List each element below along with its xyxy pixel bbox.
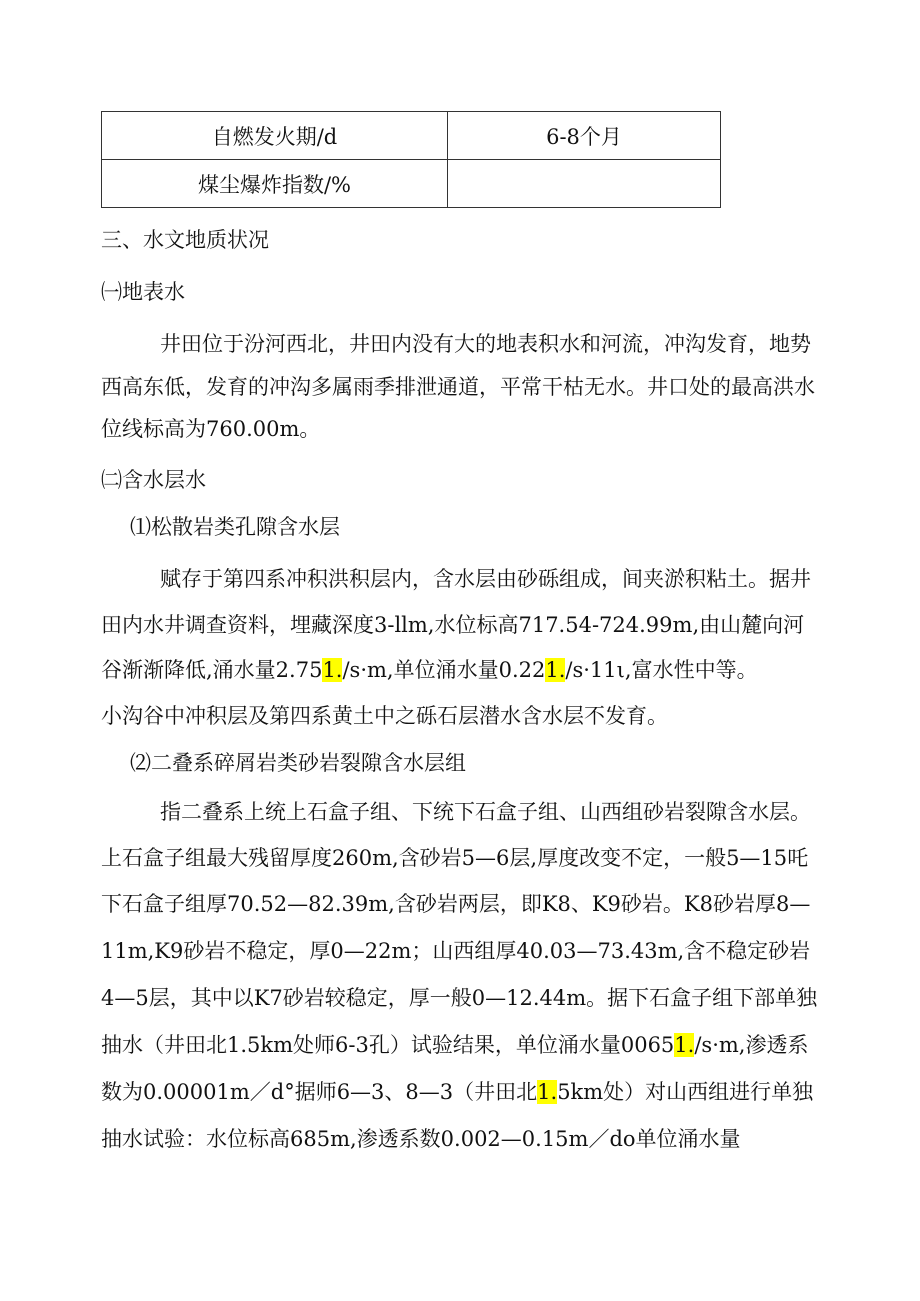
paragraph-line: 赋存于第四系冲积洪积层内，含水层由砂砾组成，间夹淤积粘土。据井 [160,567,811,591]
text-run: /s·m,渗透系 [694,1033,809,1057]
paragraph-line: 上石盒子组最大残留厚度260m,含砂岩5—6层,厚度改变不定，一般5—15吒 [101,846,809,870]
subsection-heading: ㈡含水层水 [101,468,206,492]
paragraph-line: 11m,K9砂岩不稳定，厚0—22m；山西组厚40.03—73.43m,含不稳定砂岩 [101,939,811,963]
text-run: 抽水（井田北1.5km处师6-3孔）试验结果，单位涌水量0065 [101,1033,675,1057]
table-row [102,112,721,160]
table-cell-label: 煤尘爆炸指数/% [102,160,448,208]
table-cell-label: 自燃发火期/d [102,112,448,160]
highlighted-text: 1. [322,658,343,682]
subsection-heading: ㈠地表水 [101,280,185,304]
table-row [102,160,721,208]
paragraph-line: 下石盒子组厚70.52—82.39m,含砂岩两层，即K8、K9砂岩。K8砂岩厚8— [101,892,811,916]
text-run: /s·m,单位涌水量0.22 [342,658,546,682]
paragraph-line: 4—5层，其中以K7砂岩较稳定，厚一般0—12.44m。据下石盒子组下部单独 [101,986,818,1010]
table-cell-value: 6-8个月 [448,112,721,160]
paragraph-line: 井田位于汾河西北，井田内没有大的地表积水和河流，冲沟发育，地势 [160,332,811,356]
paragraph-line [101,1077,813,1107]
paragraph-line: 田内水井调查资料，埋藏深度3-llm,水位标高717.54-724.99m,由山麓向河 [101,613,805,637]
paragraph-line: 抽水试验：水位标高685m,渗透系数0.002—0.15m／do单位涌水量 [101,1127,741,1151]
text-run: 谷渐渐降低,涌水量2.75 [101,658,323,682]
text-run: /s·11ι,富水性中等。 [565,658,758,682]
item-heading: ⑵二叠系碎屑岩类砂岩裂隙含水层组 [130,751,466,775]
paragraph-line: 西高东低，发育的冲沟多属雨季排泄通道，平常干枯无水。井口处的最高洪水 [101,375,815,399]
highlighted-text: 1. [545,658,566,682]
highlighted-text: 1. [537,1080,558,1104]
table-cell-value [448,160,721,208]
highlighted-text: 1. [674,1033,695,1057]
paragraph-line [101,1030,808,1060]
paragraph-line: 位线标高为760.00m。 [101,417,321,441]
paragraph-line: 指二叠系上统上石盒子组、下统下石盒子组、山西组砂岩裂隙含水层。 [160,800,811,824]
paragraph-line [101,655,758,685]
text-run: 数为0.00001m／d°据师6—3、8—3（井田北 [101,1080,538,1104]
text-run: 5km处）对山西组进行单独 [557,1080,814,1104]
paragraph-line: 小沟谷中冲积层及第四系黄土中之砾石层潜水含水层不发育。 [101,704,668,728]
section-heading: 三、水文地质状况 [101,228,269,252]
properties-table [101,111,721,208]
item-heading: ⑴松散岩类孔隙含水层 [130,515,340,539]
